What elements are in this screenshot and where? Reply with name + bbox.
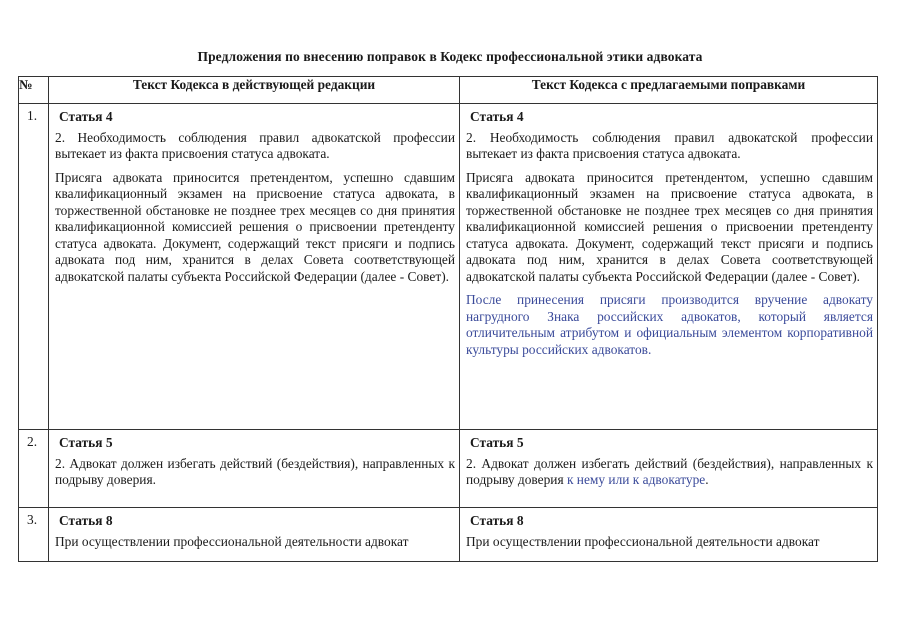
proposed-text-cell bbox=[460, 430, 878, 508]
article-heading: Статья 4 bbox=[59, 109, 113, 124]
header-current-text: Текст Кодекса в действующей редакции bbox=[49, 77, 460, 104]
amendments-table bbox=[18, 76, 878, 562]
table-header-row bbox=[19, 77, 878, 104]
header-number: № bbox=[19, 77, 49, 104]
paragraph: При осуществлении профессиональной деятельности адвокат bbox=[466, 533, 820, 549]
row-number: 1. bbox=[19, 104, 49, 430]
paragraph bbox=[466, 456, 873, 489]
article-heading: Статья 5 bbox=[470, 435, 524, 450]
paragraph: При осуществлении профессиональной деятельности адвокат bbox=[55, 533, 409, 549]
paragraph: Присяга адвоката приносится претендентом, успешно сдавшим квалификационный экзамен на присвоение статуса адвоката, в торжественной обстановке не позднее трех месяцев со дня принятия квалификационной комиссией решения о присвоении претенденту статуса адвоката. Документ, содержащий текст присяги и подпись адвоката под ним, хранится в делах Совета соответствующей адвокатской палаты субъекта Российской Федерации (далее - Совет). bbox=[466, 169, 873, 284]
paragraph: 2. Необходимость соблюдения правил адвокатской профессии вытекает из факта присвоения статуса адвоката. bbox=[466, 129, 873, 161]
article-heading: Статья 8 bbox=[470, 513, 524, 528]
proposed-text-cell bbox=[460, 104, 878, 430]
article-heading: Статья 5 bbox=[59, 435, 113, 450]
header-proposed-text: Текст Кодекса с предлагаемыми поправками bbox=[460, 77, 878, 104]
paragraph: 2. Необходимость соблюдения правил адвокатской профессии вытекает из факта присвоения статуса адвоката. bbox=[55, 129, 455, 161]
paragraph-text: 2. Адвокат должен избегать действий (бездействия), направленных к подрыву доверия bbox=[466, 455, 873, 487]
table-row bbox=[19, 104, 878, 430]
table-row bbox=[19, 508, 878, 562]
current-text-cell bbox=[49, 508, 460, 562]
row-number: 2. bbox=[19, 430, 49, 508]
proposed-text-cell bbox=[460, 508, 878, 562]
current-text-cell bbox=[49, 430, 460, 508]
table-row bbox=[19, 430, 878, 508]
article-heading: Статья 4 bbox=[470, 109, 524, 124]
proposed-inserted-text: к нему или к адвокатуре bbox=[563, 472, 706, 487]
proposed-new-paragraph: После принесения присяги производится вручение адвокату нагрудного Знака российских адвокатов, который является отличительным атрибутом и официальным элементом корпоративной культуры российских адвокатов. bbox=[466, 292, 873, 357]
paragraph: 2. Адвокат должен избегать действий (бездействия), направленных к подрыву доверия. bbox=[55, 455, 455, 487]
page-title: Предложения по внесению поправок в Кодекс профессиональной этики адвоката bbox=[197, 49, 703, 64]
row-number: 3. bbox=[19, 508, 49, 562]
article-heading: Статья 8 bbox=[59, 513, 113, 528]
paragraph-end: . bbox=[705, 472, 709, 487]
current-text-cell bbox=[49, 104, 460, 430]
paragraph: Присяга адвоката приносится претендентом, успешно сдавшим квалификационный экзамен на присвоение статуса адвоката, в торжественной обстановке не позднее трех месяцев со дня принятия квалификационной комиссией решения о присвоении претенденту статуса адвоката. Документ, содержащий текст присяги и подпись адвоката под ним, хранится в делах Совета соответствующей адвокатской палаты субъекта Российской Федерации (далее - Совет). bbox=[55, 169, 455, 284]
